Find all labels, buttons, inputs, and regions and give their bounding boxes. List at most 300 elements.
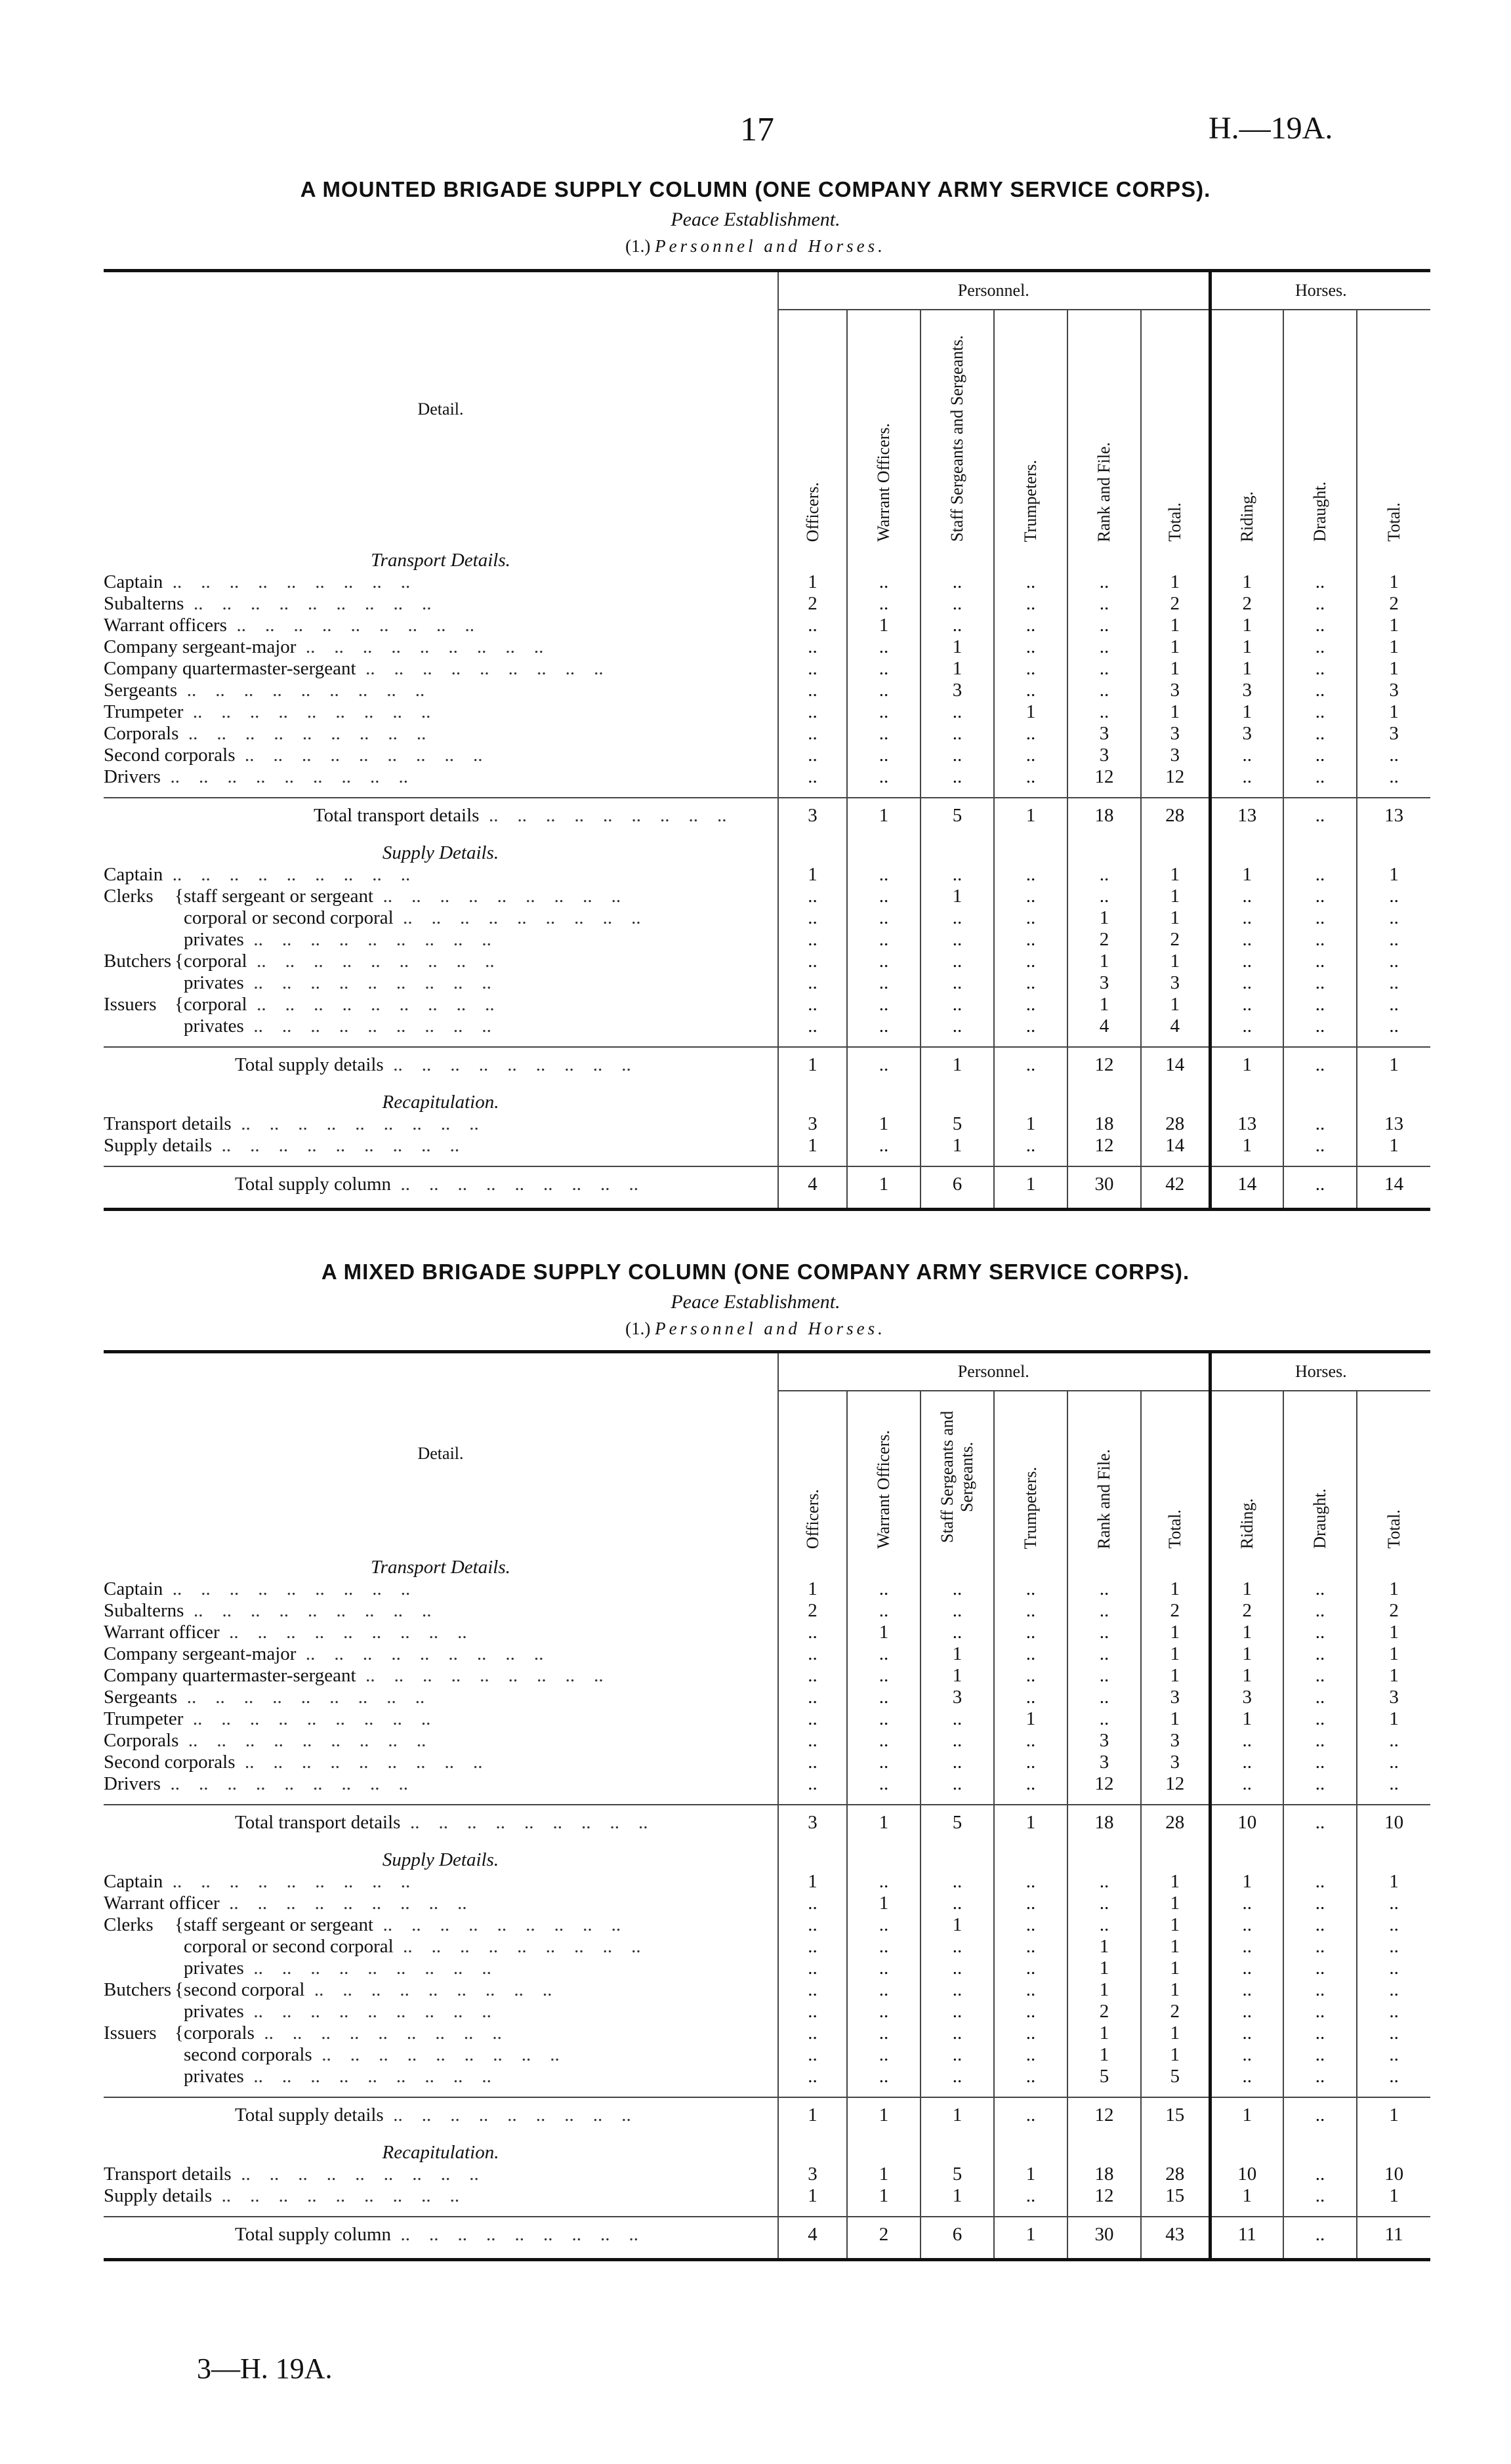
brace-mark: {: [175, 951, 184, 972]
row-label-text: Second corporals: [104, 1752, 236, 1773]
value-cell: ..: [994, 1914, 1067, 1936]
row-label: [104, 1979, 778, 2001]
section-heading: Recapitulation.: [382, 2142, 499, 2163]
value-cell: ..: [1210, 1773, 1283, 1795]
value-cell: 1: [1210, 658, 1283, 680]
row-label-text: Supply details: [104, 1135, 213, 1156]
cell: [847, 1839, 921, 1846]
cell: [104, 2251, 778, 2260]
value-cell: ..: [921, 994, 994, 1016]
value-cell: 1: [1210, 1665, 1283, 1687]
col-header: [1141, 310, 1210, 546]
value-cell: 1: [1067, 1936, 1141, 1958]
value-cell: ..: [1283, 1166, 1357, 1201]
cell: [778, 2207, 847, 2217]
value-cell: 30: [1067, 2217, 1141, 2251]
table-row: [104, 1016, 1430, 1037]
value-cell: ..: [778, 1893, 847, 1914]
table-row: [104, 723, 1430, 745]
value-cell: 1: [1210, 1135, 1283, 1157]
row-label: [104, 745, 778, 766]
table-row: [104, 951, 1430, 972]
value-cell: 3: [778, 2164, 847, 2185]
row-label: [104, 701, 778, 723]
value-cell: 12: [1067, 1773, 1141, 1795]
cell: [847, 832, 921, 839]
row-label-text: staff sergeant or sergeant: [184, 1914, 374, 1935]
value-cell: ..: [778, 1622, 847, 1643]
leader-dots: .. .. .. .. .. .. .. .. ..: [296, 1643, 544, 1664]
value-cell: ..: [1283, 1643, 1357, 1665]
value-cell: ..: [921, 1708, 994, 1730]
value-cell: 14: [1357, 1166, 1430, 1201]
leader-dots: .. .. .. .. .. .. .. .. ..: [243, 972, 491, 993]
value-cell: 1: [994, 2217, 1067, 2251]
row-label: [104, 1166, 778, 1201]
value-cell: ..: [994, 2097, 1067, 2132]
cell: [104, 1157, 778, 1166]
value-cell: ..: [1067, 615, 1141, 636]
section-row: [104, 839, 1430, 864]
value-cell: ..: [994, 1979, 1067, 2001]
value-cell: 10: [1357, 2164, 1430, 2185]
value-cell: ..: [921, 2001, 994, 2023]
row-label-text: second corporal: [184, 1979, 305, 2000]
leader-dots: .. .. .. .. .. .. .. .. ..: [243, 2066, 491, 2087]
leader-dots: .. .. .. .. .. .. .. .. ..: [383, 2104, 631, 2125]
row-label-text: corporal: [184, 951, 247, 972]
value-cell: ..: [778, 1914, 847, 1936]
col-header: [778, 1391, 847, 1553]
row-label: [104, 2023, 778, 2044]
value-cell: ..: [778, 2023, 847, 2044]
brace-mark: [175, 1936, 184, 1958]
cell: [1283, 1201, 1357, 1210]
cell: [1067, 546, 1141, 571]
leader-dots: .. .. .. .. .. .. .. .. ..: [183, 701, 431, 722]
value-cell: 3: [1141, 745, 1210, 766]
value-cell: ..: [847, 994, 921, 1016]
leader-dots: .. .. .. .. .. .. .. .. ..: [231, 1113, 479, 1134]
cell: [1067, 1157, 1141, 1166]
value-cell: 3: [1357, 723, 1430, 745]
value-cell: ..: [994, 2023, 1067, 2044]
value-cell: ..: [1357, 886, 1430, 907]
table-row: [104, 1135, 1430, 1157]
row-label-text: privates: [184, 972, 244, 993]
value-cell: ..: [921, 1773, 994, 1795]
table-row: [104, 745, 1430, 766]
spacer-row: [104, 1037, 1430, 1047]
cell: [1210, 2251, 1283, 2260]
table-row: [104, 1958, 1430, 1979]
value-cell: 1: [1067, 2023, 1141, 2044]
cell: [104, 1839, 778, 1846]
value-cell: ..: [994, 658, 1067, 680]
cell: [921, 1088, 994, 1113]
cell: [921, 1201, 994, 1210]
value-cell: ..: [994, 1773, 1067, 1795]
value-cell: 5: [921, 798, 994, 832]
cell: [1210, 1201, 1283, 1210]
row-label-text: Subalterns: [104, 593, 184, 614]
cell: [994, 1553, 1067, 1578]
group-label: Butchers: [104, 1979, 172, 2000]
value-cell: 1: [1210, 1578, 1283, 1600]
value-cell: ..: [1283, 1958, 1357, 1979]
value-cell: ..: [1283, 2066, 1357, 2087]
leader-dots: .. .. .. .. .. .. .. .. ..: [183, 1708, 431, 1729]
leader-dots: .. .. .. .. .. .. .. .. ..: [383, 1054, 631, 1075]
value-cell: 5: [921, 2164, 994, 2185]
cell: [1141, 2251, 1210, 2260]
leader-dots: .. .. .. .. .. .. .. .. ..: [231, 2164, 479, 2185]
value-cell: 1: [1141, 886, 1210, 907]
total-row: [104, 798, 1430, 832]
table-row: [104, 2164, 1430, 2185]
spacer-row: [104, 788, 1430, 798]
section-heading: Recapitulation.: [382, 1092, 499, 1113]
cell: [1357, 1157, 1430, 1166]
cell: [1283, 1839, 1357, 1846]
value-cell: ..: [847, 1016, 921, 1037]
value-cell: 1: [1141, 994, 1210, 1016]
leader-dots: .. .. .. .. .. .. .. .. ..: [177, 1687, 425, 1708]
t2-subtitle: Peace Establishment.: [671, 1291, 840, 1313]
table-row: [104, 994, 1430, 1016]
value-cell: ..: [1283, 1622, 1357, 1643]
value-cell: 12: [1067, 1047, 1141, 1082]
table-row: [104, 1752, 1430, 1773]
cell: [1067, 2139, 1141, 2164]
value-cell: ..: [994, 2044, 1067, 2066]
value-cell: ..: [1283, 1578, 1357, 1600]
bottom-rule-cell: [104, 1210, 1430, 1213]
value-cell: ..: [847, 1643, 921, 1665]
cell: [1067, 1795, 1141, 1805]
value-cell: ..: [1067, 1687, 1141, 1708]
t1-subtitle: Peace Establishment.: [671, 209, 840, 230]
value-cell: ..: [1283, 2217, 1357, 2251]
value-cell: ..: [1283, 1805, 1357, 1839]
value-cell: 1: [1141, 1708, 1210, 1730]
value-cell: ..: [1210, 1914, 1283, 1936]
value-cell: 1: [1210, 1643, 1283, 1665]
cell: [847, 1846, 921, 1871]
brace-mark: [175, 907, 184, 929]
cell: [778, 1082, 847, 1088]
leader-dots: .. .. .. .. .. .. .. .. ..: [219, 1893, 467, 1914]
cell: [778, 1088, 847, 1113]
cell: [847, 2207, 921, 2217]
value-cell: 1: [994, 701, 1067, 723]
cell: [1141, 832, 1210, 839]
cell: [994, 2139, 1067, 2164]
value-cell: ..: [1283, 1730, 1357, 1752]
bottom-rule: [104, 2260, 1430, 2263]
table-row: [104, 1773, 1430, 1795]
table-row: [104, 2023, 1430, 2044]
cell: [1357, 832, 1430, 839]
value-cell: 1: [778, 1871, 847, 1893]
value-cell: ..: [1210, 2066, 1283, 2087]
value-cell: ..: [921, 929, 994, 951]
value-cell: 1: [1141, 1914, 1210, 1936]
table-row: [104, 1979, 1430, 2001]
cell: [1067, 2251, 1141, 2260]
brace-mark: {: [175, 994, 184, 1015]
leader-dots: .. .. .. .. .. .. .. .. ..: [391, 2223, 639, 2245]
value-cell: ..: [778, 723, 847, 745]
value-cell: 1: [1210, 571, 1283, 593]
cell: [1067, 832, 1141, 839]
table-row: [104, 886, 1430, 907]
row-label: [104, 1113, 778, 1135]
row-label-text: staff sergeant or sergeant: [184, 886, 374, 907]
group-label: Issuers: [104, 994, 157, 1015]
value-cell: 4: [778, 1166, 847, 1201]
row-label-text: Captain: [104, 1578, 163, 1599]
row-label-text: Subalterns: [104, 1600, 184, 1621]
table-row: [104, 2185, 1430, 2207]
row-label: [104, 2066, 778, 2087]
row-label-text: Warrant officer: [104, 1622, 220, 1643]
value-cell: 42: [1141, 1166, 1210, 1201]
value-cell: 10: [1357, 1805, 1430, 1839]
value-cell: ..: [1210, 2001, 1283, 2023]
total-row: [104, 2097, 1430, 2132]
value-cell: 28: [1141, 1805, 1210, 1839]
value-cell: 2: [1141, 2001, 1210, 2023]
value-cell: ..: [921, 2066, 994, 2087]
table-row: [104, 1914, 1430, 1936]
row-label-text: Trumpeter: [104, 701, 184, 722]
value-cell: 3: [1067, 745, 1141, 766]
value-cell: ..: [1283, 2164, 1357, 2185]
value-cell: ..: [994, 1752, 1067, 1773]
value-cell: 2: [1141, 593, 1210, 615]
value-cell: ..: [994, 766, 1067, 788]
value-cell: 2: [847, 2217, 921, 2251]
value-cell: 1: [1210, 701, 1283, 723]
row-label: [104, 1773, 778, 1795]
value-cell: ..: [847, 1958, 921, 1979]
cell: [1283, 1088, 1357, 1113]
cell: [1210, 2207, 1283, 2217]
value-cell: ..: [1067, 1643, 1141, 1665]
table-row: [104, 701, 1430, 723]
value-cell: 1: [921, 886, 994, 907]
value-cell: 3: [1067, 723, 1141, 745]
col-header-text: Riding.: [1237, 1498, 1256, 1549]
row-label-text: second corporals: [184, 2044, 312, 2065]
cell: [1210, 1839, 1283, 1846]
cell: [1283, 832, 1357, 839]
value-cell: 1: [921, 1047, 994, 1082]
value-cell: ..: [1067, 1893, 1141, 1914]
value-cell: ..: [994, 2185, 1067, 2207]
cell: [1141, 1795, 1210, 1805]
value-cell: ..: [1283, 636, 1357, 658]
value-cell: ..: [921, 2023, 994, 2044]
value-cell: ..: [1283, 593, 1357, 615]
value-cell: ..: [847, 745, 921, 766]
table-row: [104, 1687, 1430, 1708]
cell: [104, 2207, 778, 2217]
col-header-text: Total.: [1384, 503, 1403, 542]
value-cell: ..: [1067, 636, 1141, 658]
value-cell: 5: [921, 1113, 994, 1135]
cell: [1141, 2207, 1210, 2217]
value-cell: ..: [994, 1936, 1067, 1958]
value-cell: ..: [1210, 951, 1283, 972]
leader-dots: .. .. .. .. .. .. .. .. ..: [393, 1936, 641, 1957]
leader-dots: .. .. .. .. .. .. .. .. ..: [254, 2023, 502, 2043]
value-cell: 2: [1141, 929, 1210, 951]
cell: [1141, 2087, 1210, 2097]
value-cell: ..: [921, 1730, 994, 1752]
cell: [1067, 1839, 1141, 1846]
value-cell: 1: [1357, 1871, 1430, 1893]
cell: [778, 832, 847, 839]
value-cell: 1: [847, 1113, 921, 1135]
section-row: [104, 546, 1430, 571]
cell: [847, 1795, 921, 1805]
cell: [921, 839, 994, 864]
value-cell: 2: [1067, 2001, 1141, 2023]
value-cell: ..: [847, 1914, 921, 1936]
row-label: [104, 1665, 778, 1687]
group-label: Clerks: [104, 886, 154, 907]
cell: [847, 839, 921, 864]
value-cell: 1: [994, 1166, 1067, 1201]
cell: [1067, 2132, 1141, 2139]
cell: [104, 832, 778, 839]
value-cell: ..: [778, 1016, 847, 1037]
cell: [1357, 1037, 1430, 1047]
value-cell: 1: [1141, 951, 1210, 972]
value-cell: ..: [778, 929, 847, 951]
value-cell: 1: [994, 1708, 1067, 1730]
value-cell: 1: [921, 1643, 994, 1665]
row-label-text: corporal or second corporal: [184, 1936, 394, 1957]
value-cell: ..: [778, 886, 847, 907]
leader-dots: .. .. .. .. .. .. .. .. ..: [243, 1958, 491, 1979]
value-cell: 1: [1141, 864, 1210, 886]
cell: [1210, 832, 1283, 839]
cell: [104, 788, 778, 798]
value-cell: 1: [1141, 658, 1210, 680]
leader-dots: .. .. .. .. .. .. .. .. ..: [160, 766, 408, 787]
value-cell: ..: [994, 745, 1067, 766]
value-cell: ..: [1283, 1600, 1357, 1622]
cell: [104, 1795, 778, 1805]
value-cell: 1: [1067, 994, 1141, 1016]
total-row: [104, 1047, 1430, 1082]
value-cell: 1: [1357, 1135, 1430, 1157]
value-cell: ..: [847, 886, 921, 907]
cell: [994, 832, 1067, 839]
value-cell: ..: [921, 1893, 994, 1914]
value-cell: 3: [921, 1687, 994, 1708]
value-cell: ..: [1357, 972, 1430, 994]
cell: [778, 1795, 847, 1805]
value-cell: ..: [1283, 1914, 1357, 1936]
value-cell: 1: [1357, 1708, 1430, 1730]
value-cell: 1: [1210, 1047, 1283, 1082]
t2-title: A MIXED BRIGADE SUPPLY COLUMN (ONE COMPANY ARMY SERVICE CORPS).: [321, 1260, 1190, 1284]
value-cell: ..: [921, 701, 994, 723]
row-label-text: Company sergeant-major: [104, 1643, 297, 1664]
value-cell: ..: [1067, 864, 1141, 886]
row-label: [104, 723, 778, 745]
cell: [921, 1082, 994, 1088]
cell: [778, 1157, 847, 1166]
row-label-text: privates: [184, 2066, 244, 2087]
brace-mark: [175, 929, 184, 951]
value-cell: 11: [1210, 2217, 1283, 2251]
cell: [104, 1037, 778, 1047]
value-cell: 3: [1357, 1687, 1430, 1708]
value-cell: 3: [1357, 680, 1430, 701]
value-cell: ..: [1283, 1773, 1357, 1795]
row-label-text: Total transport details: [235, 1811, 401, 1833]
col-header: [994, 1391, 1067, 1553]
cell: [778, 1037, 847, 1047]
row-label: [104, 1752, 778, 1773]
value-cell: 1: [1067, 907, 1141, 929]
value-cell: ..: [1357, 2066, 1430, 2087]
value-cell: ..: [1283, 680, 1357, 701]
row-label: [104, 1643, 778, 1665]
value-cell: ..: [1357, 2023, 1430, 2044]
cell: [1210, 1795, 1283, 1805]
cell: [1141, 1082, 1210, 1088]
leader-dots: .. .. .. .. .. .. .. .. ..: [247, 951, 495, 972]
cell: [1141, 1088, 1210, 1113]
cell: [778, 788, 847, 798]
value-cell: ..: [1283, 1687, 1357, 1708]
spacer-row: [104, 2132, 1430, 2139]
value-cell: ..: [994, 680, 1067, 701]
value-cell: 1: [847, 1805, 921, 1839]
value-cell: ..: [1357, 1979, 1430, 2001]
value-cell: ..: [1283, 2044, 1357, 2066]
value-cell: 1: [994, 1805, 1067, 1839]
col-header: [1210, 310, 1283, 546]
table-row: [104, 2066, 1430, 2087]
cell: [1357, 1082, 1430, 1088]
value-cell: 1: [1141, 1578, 1210, 1600]
row-label: [104, 1893, 778, 1914]
cell: [1283, 2132, 1357, 2139]
footer-code: 3—H. 19A.: [197, 2352, 333, 2385]
value-cell: ..: [921, 571, 994, 593]
value-cell: ..: [1283, 2185, 1357, 2207]
value-cell: 1: [1141, 1936, 1210, 1958]
col-header-text: Draught.: [1310, 1489, 1330, 1549]
cell: [994, 1795, 1067, 1805]
value-cell: ..: [994, 1687, 1067, 1708]
value-cell: ..: [847, 929, 921, 951]
section-heading: Supply Details.: [382, 1849, 499, 1870]
brace-mark: [175, 2044, 184, 2066]
cell: [778, 546, 847, 571]
value-cell: ..: [994, 1622, 1067, 1643]
cell: [1141, 2132, 1210, 2139]
value-cell: ..: [847, 972, 921, 994]
value-cell: 1: [1357, 1643, 1430, 1665]
